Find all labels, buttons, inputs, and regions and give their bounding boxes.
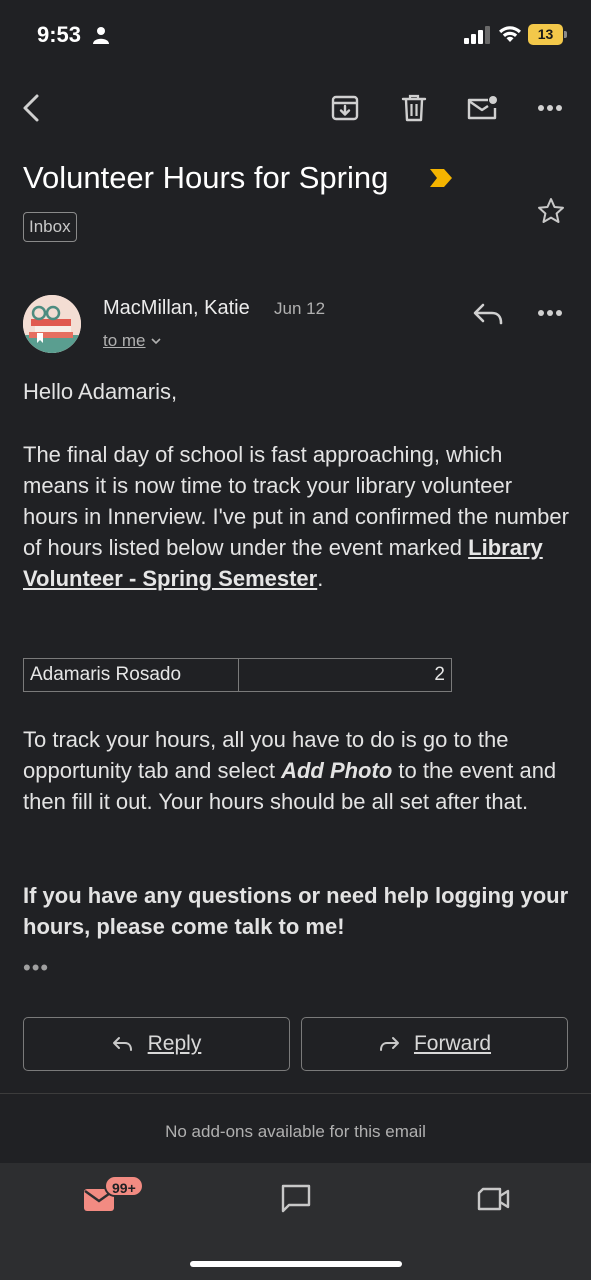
important-marker-icon[interactable] bbox=[428, 167, 454, 189]
email-date: Jun 12 bbox=[274, 299, 326, 318]
reply-arrow-icon bbox=[112, 1035, 134, 1053]
person-icon bbox=[92, 26, 110, 44]
email-greeting: Hello Adamaris, bbox=[23, 379, 178, 404]
more-options-button[interactable] bbox=[532, 90, 568, 126]
meet-icon[interactable] bbox=[474, 1181, 514, 1215]
trash-icon bbox=[401, 94, 427, 122]
mark-unread-button[interactable] bbox=[464, 90, 500, 126]
reply-button[interactable] bbox=[23, 1017, 290, 1071]
chevron-down-icon bbox=[150, 337, 162, 345]
back-arrow-icon bbox=[20, 93, 44, 123]
reply-icon[interactable] bbox=[470, 297, 506, 329]
email-toolbar bbox=[0, 80, 591, 136]
back-button[interactable] bbox=[14, 90, 50, 126]
sender-name[interactable]: MacMillan, Katie bbox=[103, 297, 250, 319]
message-more-icon[interactable] bbox=[532, 298, 568, 328]
avatar-illustration bbox=[23, 295, 81, 353]
battery-icon bbox=[528, 24, 568, 45]
table-row bbox=[24, 659, 452, 692]
paragraph-text: To track your hours, all you have to do is go to the opportunity tab and select bbox=[23, 727, 509, 783]
mark-unread-icon bbox=[466, 94, 498, 122]
unread-count-badge: 99+ bbox=[104, 1175, 144, 1197]
archive-button[interactable] bbox=[327, 90, 363, 126]
signal-icon bbox=[464, 26, 492, 44]
star-icon[interactable] bbox=[536, 196, 566, 226]
home-indicator bbox=[190, 1261, 402, 1267]
bottom-navigation bbox=[0, 1163, 591, 1280]
chat-icon[interactable] bbox=[276, 1181, 316, 1215]
email-paragraph-2 bbox=[23, 724, 573, 817]
status-bar bbox=[0, 0, 591, 70]
email-paragraph-1 bbox=[23, 439, 573, 594]
hours-table bbox=[23, 658, 452, 692]
hours-cell: 2 bbox=[239, 659, 452, 692]
recipient-details-toggle[interactable] bbox=[103, 331, 162, 351]
volunteer-name-cell: Adamaris Rosado bbox=[24, 659, 239, 692]
email-subject: Volunteer Hours for Spring bbox=[23, 160, 389, 195]
more-icon bbox=[537, 104, 563, 112]
forward-label: Forward bbox=[413, 1032, 492, 1055]
archive-icon bbox=[331, 94, 359, 122]
paragraph-text: to the event and then fill it out. Your hours should be all set after that. bbox=[23, 758, 557, 814]
battery-level: 13 bbox=[537, 26, 554, 42]
paragraph-text: . bbox=[317, 566, 324, 591]
show-trimmed-content-button[interactable]: ••• bbox=[23, 955, 50, 980]
email-paragraph-3: If you have any questions or need help logging your hours, please come talk to me! bbox=[23, 883, 569, 939]
wifi-icon bbox=[498, 24, 522, 44]
status-time: 9:53 bbox=[37, 22, 82, 47]
addons-notice: No add-ons available for this email bbox=[165, 1122, 426, 1141]
event-link[interactable]: Library Volunteer - Spring Semester bbox=[23, 535, 543, 591]
paragraph-text: The final day of school is fast approaching, which means it is now time to track your library volunteer hours in Innerview. I've put in and confirmed the number of hours listed below under the event marked bbox=[23, 442, 569, 560]
forward-button[interactable] bbox=[301, 1017, 568, 1071]
inbox-label-chip[interactable]: Inbox bbox=[23, 212, 77, 242]
recipient-label: to me bbox=[103, 331, 146, 350]
reply-label: Reply bbox=[147, 1032, 202, 1055]
emphasized-text: Add Photo bbox=[281, 758, 393, 783]
sender-avatar[interactable] bbox=[23, 295, 81, 353]
divider bbox=[0, 1093, 591, 1094]
delete-button[interactable] bbox=[396, 90, 432, 126]
forward-arrow-icon bbox=[378, 1035, 400, 1053]
